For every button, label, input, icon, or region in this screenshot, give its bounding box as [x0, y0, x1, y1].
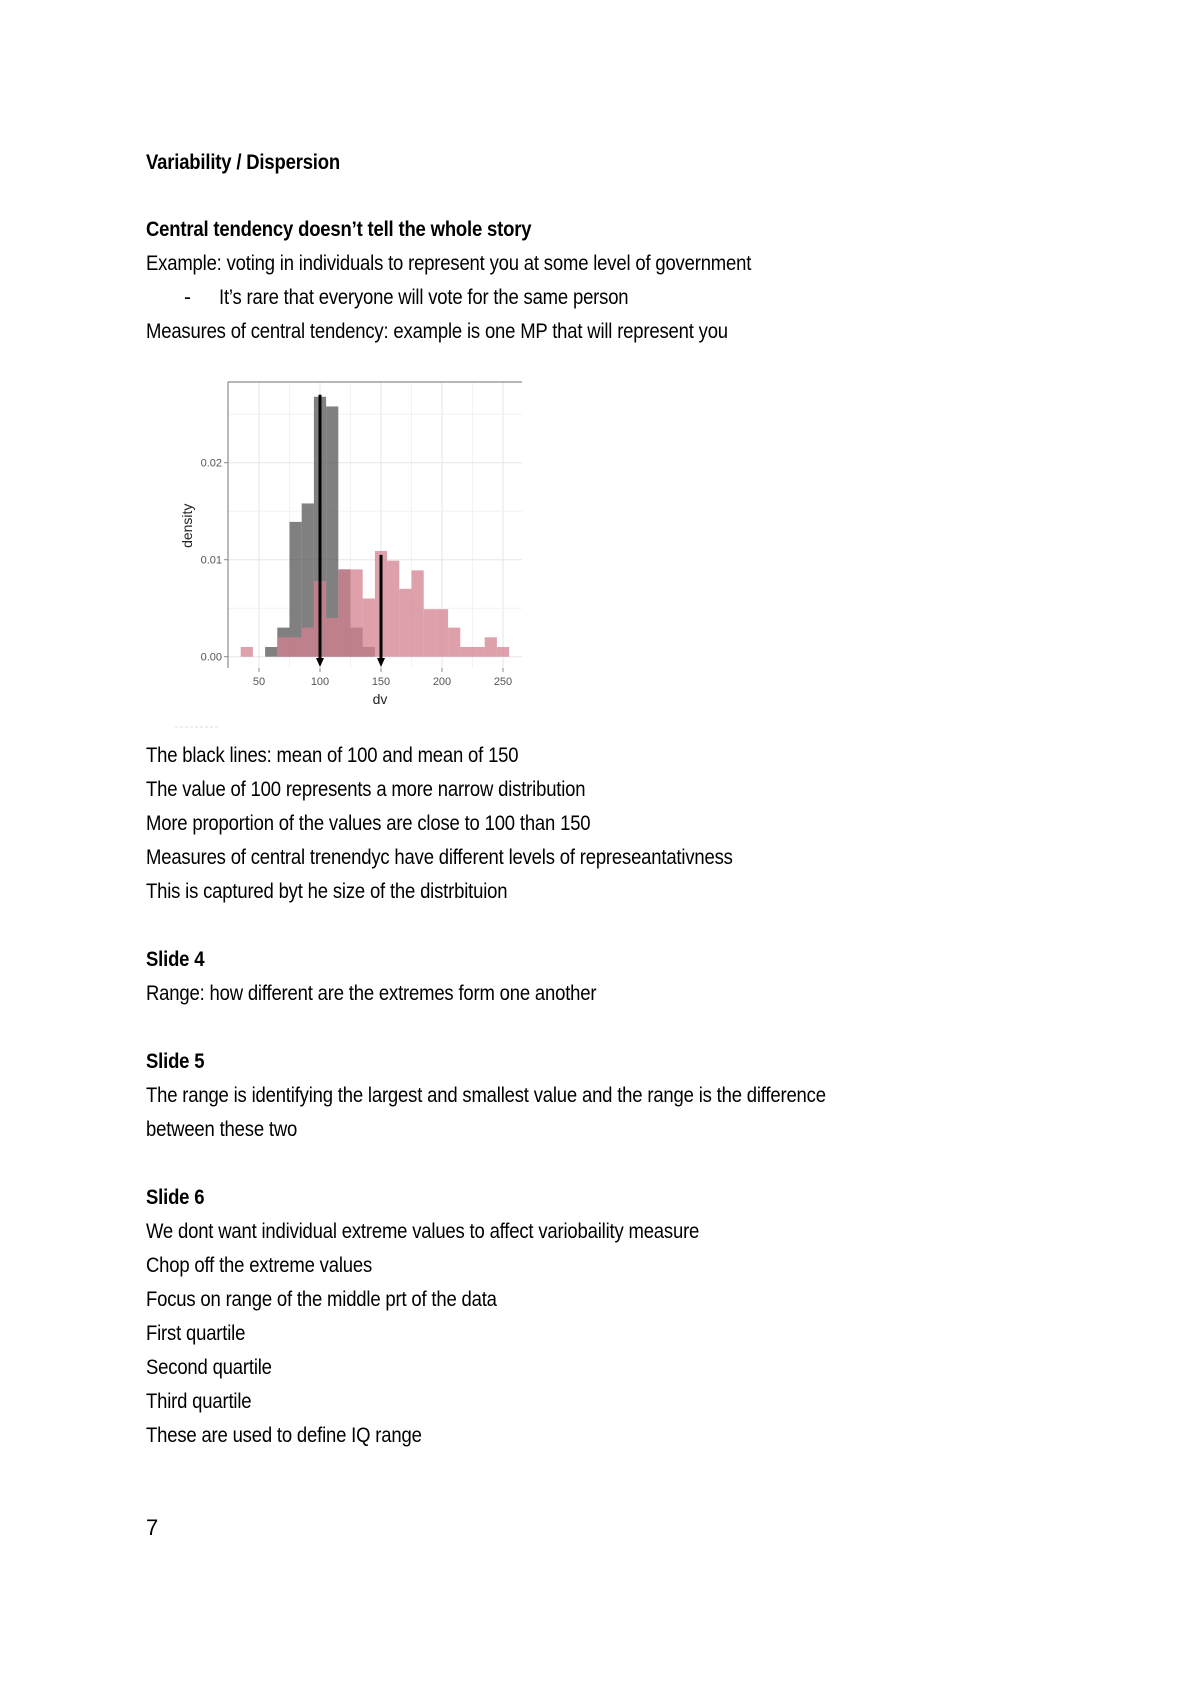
histogram-bar: [460, 647, 472, 657]
slide6-heading: Slide 6: [146, 1186, 205, 1209]
slide5-heading: Slide 5: [146, 1050, 205, 1073]
svg-text:0.02: 0.02: [200, 457, 222, 470]
page-number: 7: [146, 1515, 159, 1540]
body-text: More proportion of the values are close to 100 than 150: [146, 812, 591, 835]
histogram-bar: [473, 647, 485, 657]
svg-text:150: 150: [371, 676, 391, 688]
slide4-heading: Slide 4: [146, 948, 205, 971]
histogram-bar: [277, 637, 289, 656]
histogram-bar: [424, 609, 436, 657]
histogram-bar: [338, 569, 350, 656]
histogram-bar: [399, 589, 411, 657]
histogram-bar: [497, 647, 509, 657]
histogram-bar: [326, 618, 338, 657]
histogram-bar: [265, 647, 277, 657]
svg-text:0.00: 0.00: [200, 651, 222, 664]
histogram-bar: [436, 609, 448, 657]
histogram-bar: [412, 570, 424, 656]
histogram-bar: [302, 628, 314, 657]
body-text: Third quartile: [146, 1390, 252, 1413]
histogram-bar: [363, 599, 375, 657]
bullet-text: It’s rare that everyone will vote for the same person: [219, 286, 629, 309]
body-text: Range: how different are the extremes form one another: [146, 982, 597, 1005]
body-text: between these two: [146, 1118, 298, 1141]
body-text: The value of 100 represents a more narrow distribution: [146, 778, 586, 801]
body-text: Chop off the extreme values: [146, 1254, 373, 1277]
body-text: Example: voting in individuals to represent you at some level of government: [146, 252, 752, 275]
histogram-bar: [290, 637, 302, 656]
y-axis-label: density: [179, 503, 195, 548]
histogram-bar: [241, 647, 253, 657]
page-title: Variability / Dispersion: [146, 151, 340, 174]
body-text: We dont want individual extreme values to affect variobaility measure: [146, 1220, 700, 1243]
body-text: This is captured byt he size of the distrbituion: [146, 880, 508, 903]
histogram-bar: [351, 569, 363, 656]
histogram-chart: [170, 370, 550, 730]
histogram-bar: [448, 628, 460, 657]
histogram-bar: [290, 522, 302, 657]
body-text: The black lines: mean of 100 and mean of 150: [146, 744, 519, 767]
section-heading: Central tendency doesn’t tell the whole story: [146, 218, 532, 241]
body-text: Focus on range of the middle prt of the data: [146, 1288, 497, 1311]
body-text: Measures of central tendency: example is one MP that will represent you: [146, 320, 728, 343]
bullet-marker: -: [184, 286, 191, 309]
x-axis-label: dv: [372, 691, 388, 707]
svg-text:50: 50: [252, 676, 266, 688]
svg-text:0.01: 0.01: [200, 554, 222, 567]
svg-text:200: 200: [432, 676, 452, 688]
body-text: Second quartile: [146, 1356, 272, 1379]
histogram-bar: [387, 561, 399, 657]
histogram-bar: [485, 637, 497, 656]
body-text: Measures of central trenendyc have different levels of represeantativness: [146, 846, 733, 869]
body-text: These are used to define IQ range: [146, 1424, 422, 1447]
body-text: First quartile: [146, 1322, 246, 1345]
body-text: The range is identifying the largest and smallest value and the range is the difference: [146, 1084, 826, 1107]
svg-text:100: 100: [310, 676, 330, 688]
svg-text:250: 250: [493, 676, 513, 688]
